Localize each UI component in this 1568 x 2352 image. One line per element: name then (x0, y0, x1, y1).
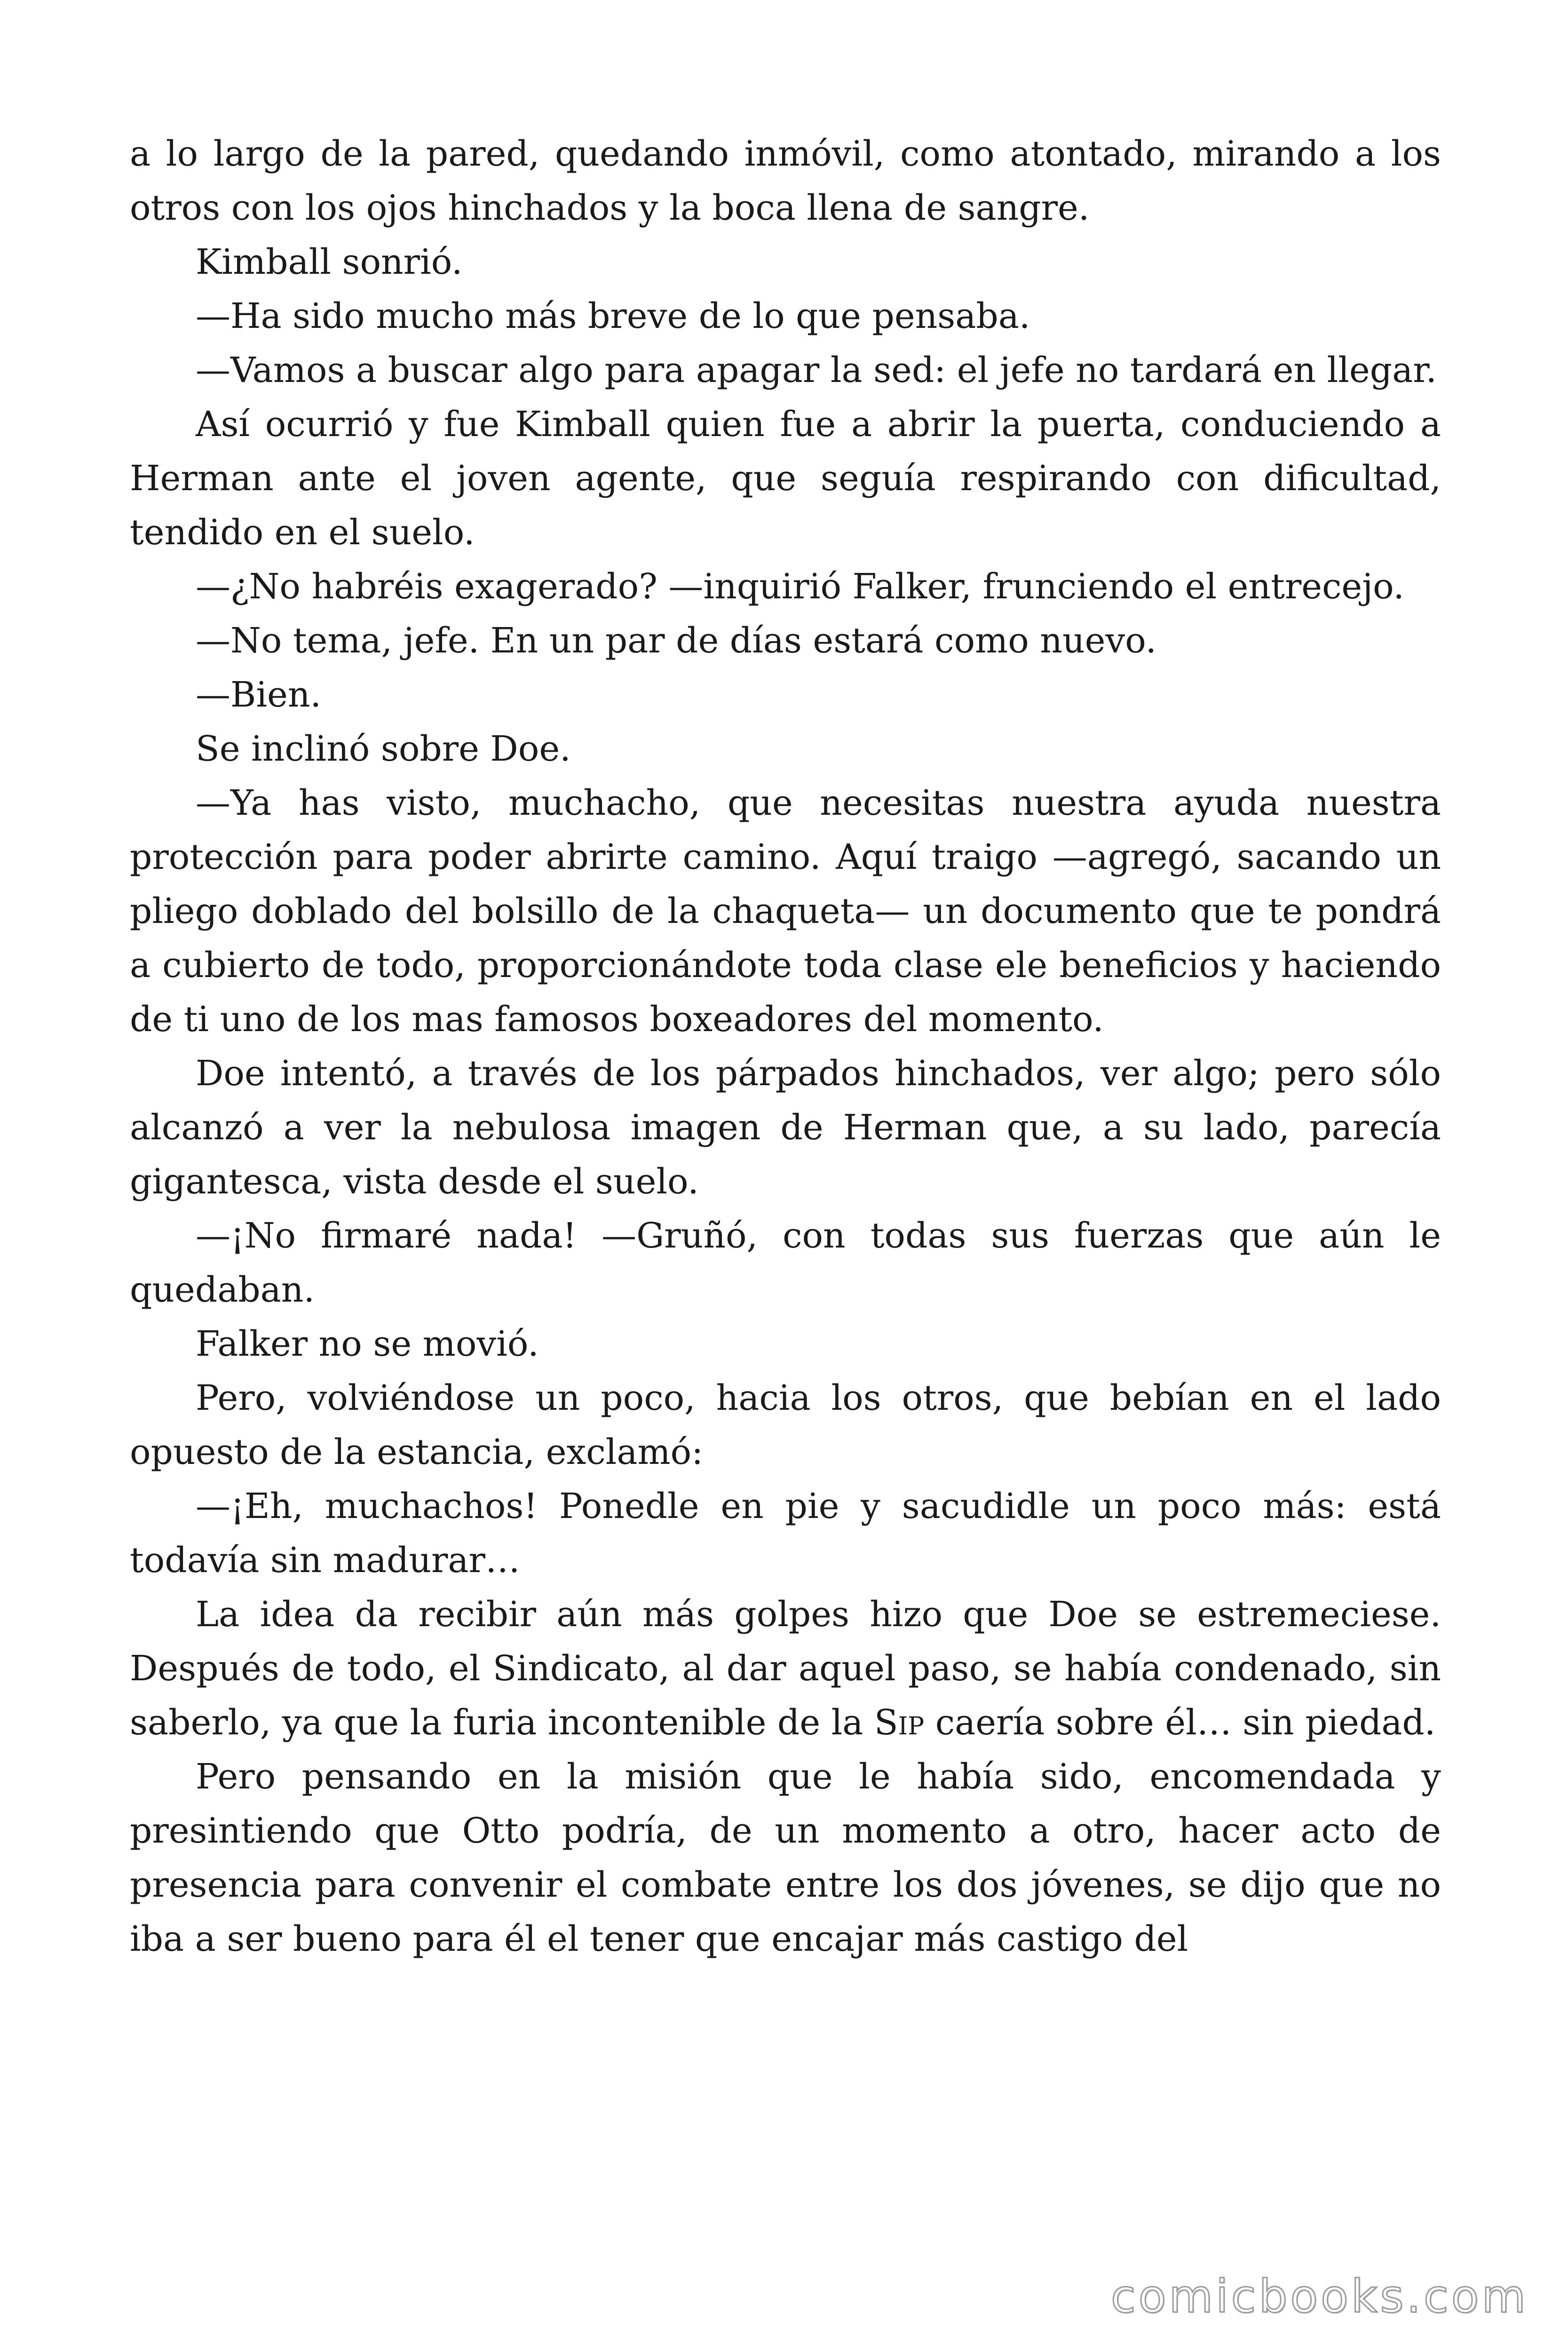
paragraph: —¡Eh, muchachos! Ponedle en pie y sacudidle un poco más: está todavía sin madurar… (130, 1486, 1441, 1581)
paragraph: Falker no se movió. (196, 1324, 539, 1364)
paragraph: —Ha sido mucho más breve de lo que pensaba. (196, 296, 1030, 336)
paragraph: Doe intentó, a través de los párpados hinchados, ver algo; pero sólo alcanzó a ver la nebulosa imagen de Herman que, a su lado, parecía gigantesca, vista desde el suelo. (130, 1053, 1441, 1202)
paragraph: Se inclinó sobre Doe. (196, 729, 571, 769)
body-text (130, 127, 1441, 1966)
paragraph: —Vamos a buscar algo para apagar la sed: el jefe no tardará en llegar. (196, 350, 1437, 390)
paragraph: Kimball sonrió. (196, 242, 463, 282)
paragraph-middle: Después de todo, el Sindicato, al dar aquel paso, se había condenado, sin saberlo, ya que la furia incontenible de la (130, 1648, 1441, 1743)
watermark: comicbooks.com (1110, 2270, 1528, 2323)
paragraph: Pero pensando en la misión que le había sido, encomendada y presintiendo que Otto podría, de un momento a otro, hacer acto de presencia para convenir el combate entre los dos jóvenes, se dijo que no iba a ser bueno para él el tener que encajar más castigo del (130, 1756, 1441, 1959)
paragraph: a lo largo de la pared, quedando inmóvil, como atontado, mirando a los otros con los ojos hinchados y la boca llena de sangre. (130, 134, 1441, 228)
paragraph-start: La idea da recibir aún más golpes hizo que Doe se estremeciese. (196, 1594, 1441, 1635)
paragraph: —No tema, jefe. En un par de días estará como nuevo. (196, 620, 1156, 661)
paragraph: —¡No firmaré nada! —Gruñó, con todas sus fuerzas que aún le quedaban. (130, 1216, 1441, 1310)
paragraph: —Ya has visto, muchacho, que necesitas nuestra ayuda nuestra protección para poder abrirte camino. Aquí traigo —agregó, sacando un pliego doblado del bolsillo de la chaqueta— un documento que te pondrá a cubierto de todo, proporcionándote toda clase ele beneficios y haciendo de ti uno de los mas famosos boxeadores del momento. (130, 783, 1441, 1040)
paragraph: Pero, volviéndose un poco, hacia los otros, que bebían en el lado opuesto de la estancia, exclamó: (130, 1378, 1441, 1472)
paragraph: —¿No habréis exagerado? —inquirió Falker, frunciendo el entrecejo. (196, 566, 1404, 607)
paragraph: Así ocurrió y fue Kimball quien fue a abrir la puerta, conduciendo a Herman ante el joven agente, que seguía respirando con dificultad, tendido en el suelo. (130, 404, 1441, 553)
smallcaps-acronym: Sip (874, 1702, 925, 1743)
paragraph (130, 1588, 1441, 1750)
paragraph-end: caería sobre él… sin piedad. (935, 1702, 1436, 1743)
paragraph: —Bien. (196, 675, 322, 715)
